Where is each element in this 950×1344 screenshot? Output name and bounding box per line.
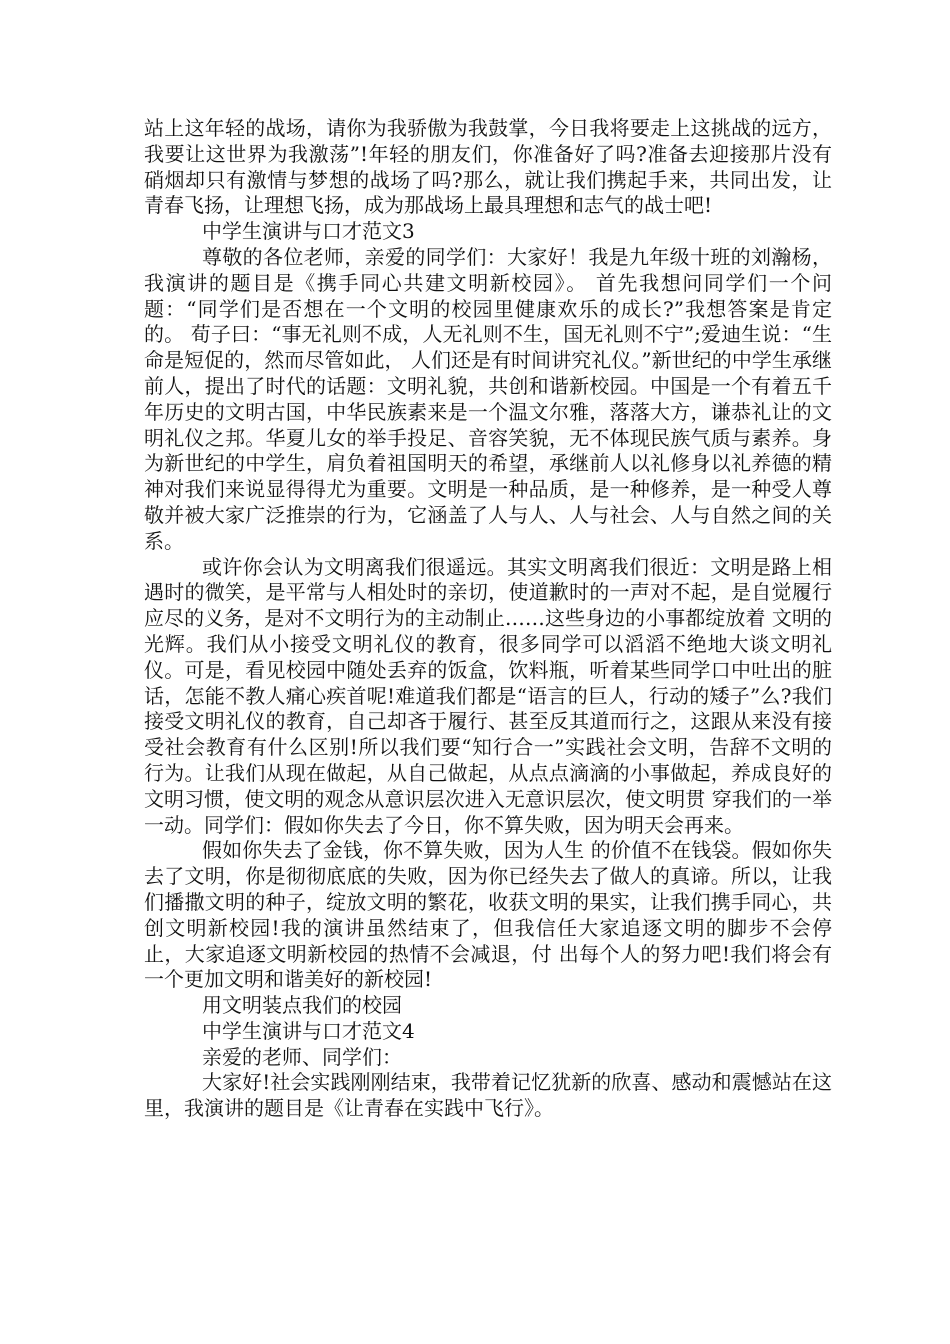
paragraph-practice-intro: 大家好!社会实践刚刚结束，我带着记忆犹新的欣喜、感动和震憾站在这里，我演讲的题目是《让青春在实践中飞行》。 (144, 1070, 832, 1121)
document-body (144, 116, 832, 1122)
section-heading-campus: 用文明装点我们的校园 (202, 993, 402, 1018)
section-heading-speech-4: 中学生演讲与口才范文4 (202, 1018, 415, 1043)
paragraph-greeting-and-intro: 尊敬的各位老师，亲爱的同学们：大家好！我是九年级十班的刘瀚杨，我演讲的题目是《携手同心共建文明新校园》。 首先我想问同学们一个问题：“同学们是否想在一个文明的校园里健康欢乐的成长?”我想答案是肯定的。 荀子曰：“事无礼则不成，人无礼则不生，国无礼则不宁”;爱迪生说：“生命是短促的，然而尽管如此， 人们还是有时间讲究礼仪。”新世纪的中学生承继前人，提出了时代的话题：文明礼貌，共创和谐新校园。中国是一个有着五千年历史的文明古国，中华民族素来是一个温文尔雅，落落大方，谦恭礼让的文明礼仪之邦。华夏儿女的举手投足、音容笑貌，无不体现民族气质与素养。身为新世纪的中学生，肩负着祖国明天的希望，承继前人以礼修身以礼养德的精神对我们来说显得得尤为重要。文明是一种品质，是一种修养，是一种受人尊敬并被大家广泛推崇的行为，它涵盖了人与人、人与社会、人与自然之间的关系。 (144, 244, 832, 553)
paragraph-closing: 假如你失去了金钱，你不算失败，因为人生 的价值不在钱袋。假如你失去了文明，你是彻彻底底的失败，因为你已经失去了做人的真谛。所以，让我们播撒文明的种子，绽放文明的繁花，收获文明的果实，让我们携手同心，共创文明新校园!我的演讲虽然结束了，但我信任大家追逐文明的脚步不会停止，大家追逐文明新校园的热情不会减退，付 出每个人的努力吧!我们将会有一个更加文明和谐美好的新校园! (144, 838, 832, 992)
salutation: 亲爱的老师、同学们： (202, 1044, 402, 1069)
section-heading-speech-3: 中学生演讲与口才范文3 (202, 219, 415, 244)
paragraph-continuation: 站上这年轻的战场，请你为我骄傲为我鼓掌，今日我将要走上这挑战的远方，我要让这世界为我激荡”!年轻的朋友们，你准备好了吗?准备去迎接那片没有硝烟却只有激情与梦想的战场了吗?那么，就让我们携起手来，共同出发，让青春飞扬，让理想飞扬，成为那战场上最具理想和志气的战士吧! (144, 116, 832, 218)
paragraph-civility-near: 或许你会认为文明离我们很遥远。其实文明离我们很近：文明是路上相遇时的微笑，是平常与人相处时的亲切，使道歉时的一声对不起，是自觉履行应尽的义务，是对不文明行为的主动制止……这些身边的小事都绽放着 文明的光辉。我们从小接受文明礼仪的教育，很多同学可以滔滔不绝地大谈文明礼仪。可是，看见校园中随处丢弃的饭盒，饮料瓶，听着某些同学口中吐出的脏话，怎能不教人痛心疾首呢!难道我们都是“语言的巨人，行动的矮子”么?我们接受文明礼仪的教育，自己却吝于履行、甚至反其道而行之，这跟从来没有接受社会教育有什么区别!所以我们要“知行合一”实践社会文明，告辞不文明的行为。让我们从现在做起，从自己做起，从点点滴滴的小事做起，养成良好的文明习惯，使文明的观念从意识层次进入无意识层次，使文明贯 穿我们的一举一动。同学们：假如你失去了今日，你不算失败，因为明天会再来。 (144, 554, 832, 837)
